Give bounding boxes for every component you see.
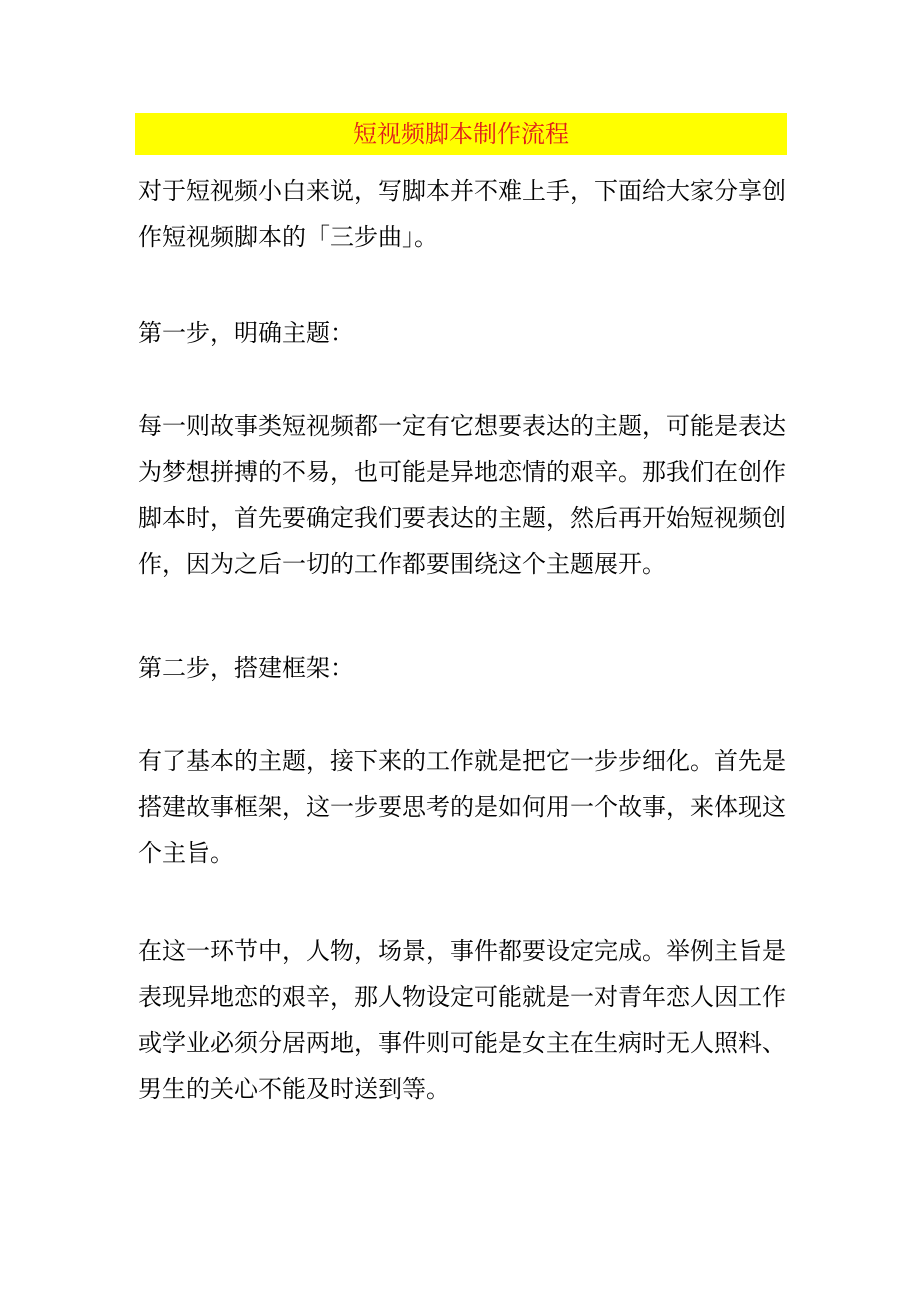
intro-paragraph: 对于短视频小白来说，写脚本并不难上手，下面给大家分享创作短视频脚本的「三步曲」。 <box>138 177 786 251</box>
step2-heading: 第二步，搭建框架： <box>138 654 354 682</box>
document-title: 短视频脚本制作流程 <box>353 120 569 148</box>
step2-detail-paragraph: 在这一环节中，人物，场景，事件都要设定完成。举例主旨是表现异地恋的艰辛，那人物设定可能就是一对青年恋人因工作或学业必须分居两地，事件则可能是女主在生病时无人照料、男生的关心不能及时送到等。 <box>138 937 786 1103</box>
step2-body-paragraph: 有了基本的主题，接下来的工作就是把它一步步细化。首先是搭建故事框架，这一步要思考的是如何用一个故事，来体现这个主旨。 <box>138 747 786 867</box>
step1-heading: 第一步，明确主题： <box>138 319 354 347</box>
title-banner <box>135 113 787 155</box>
step1-body-paragraph: 每一则故事类短视频都一定有它想要表达的主题，可能是表达为梦想拼搏的不易，也可能是异地恋情的艰辛。那我们在创作脚本时，首先要确定我们要表达的主题，然后再开始短视频创作，因为之后一切的工作都要围绕这个主题展开。 <box>138 412 786 578</box>
